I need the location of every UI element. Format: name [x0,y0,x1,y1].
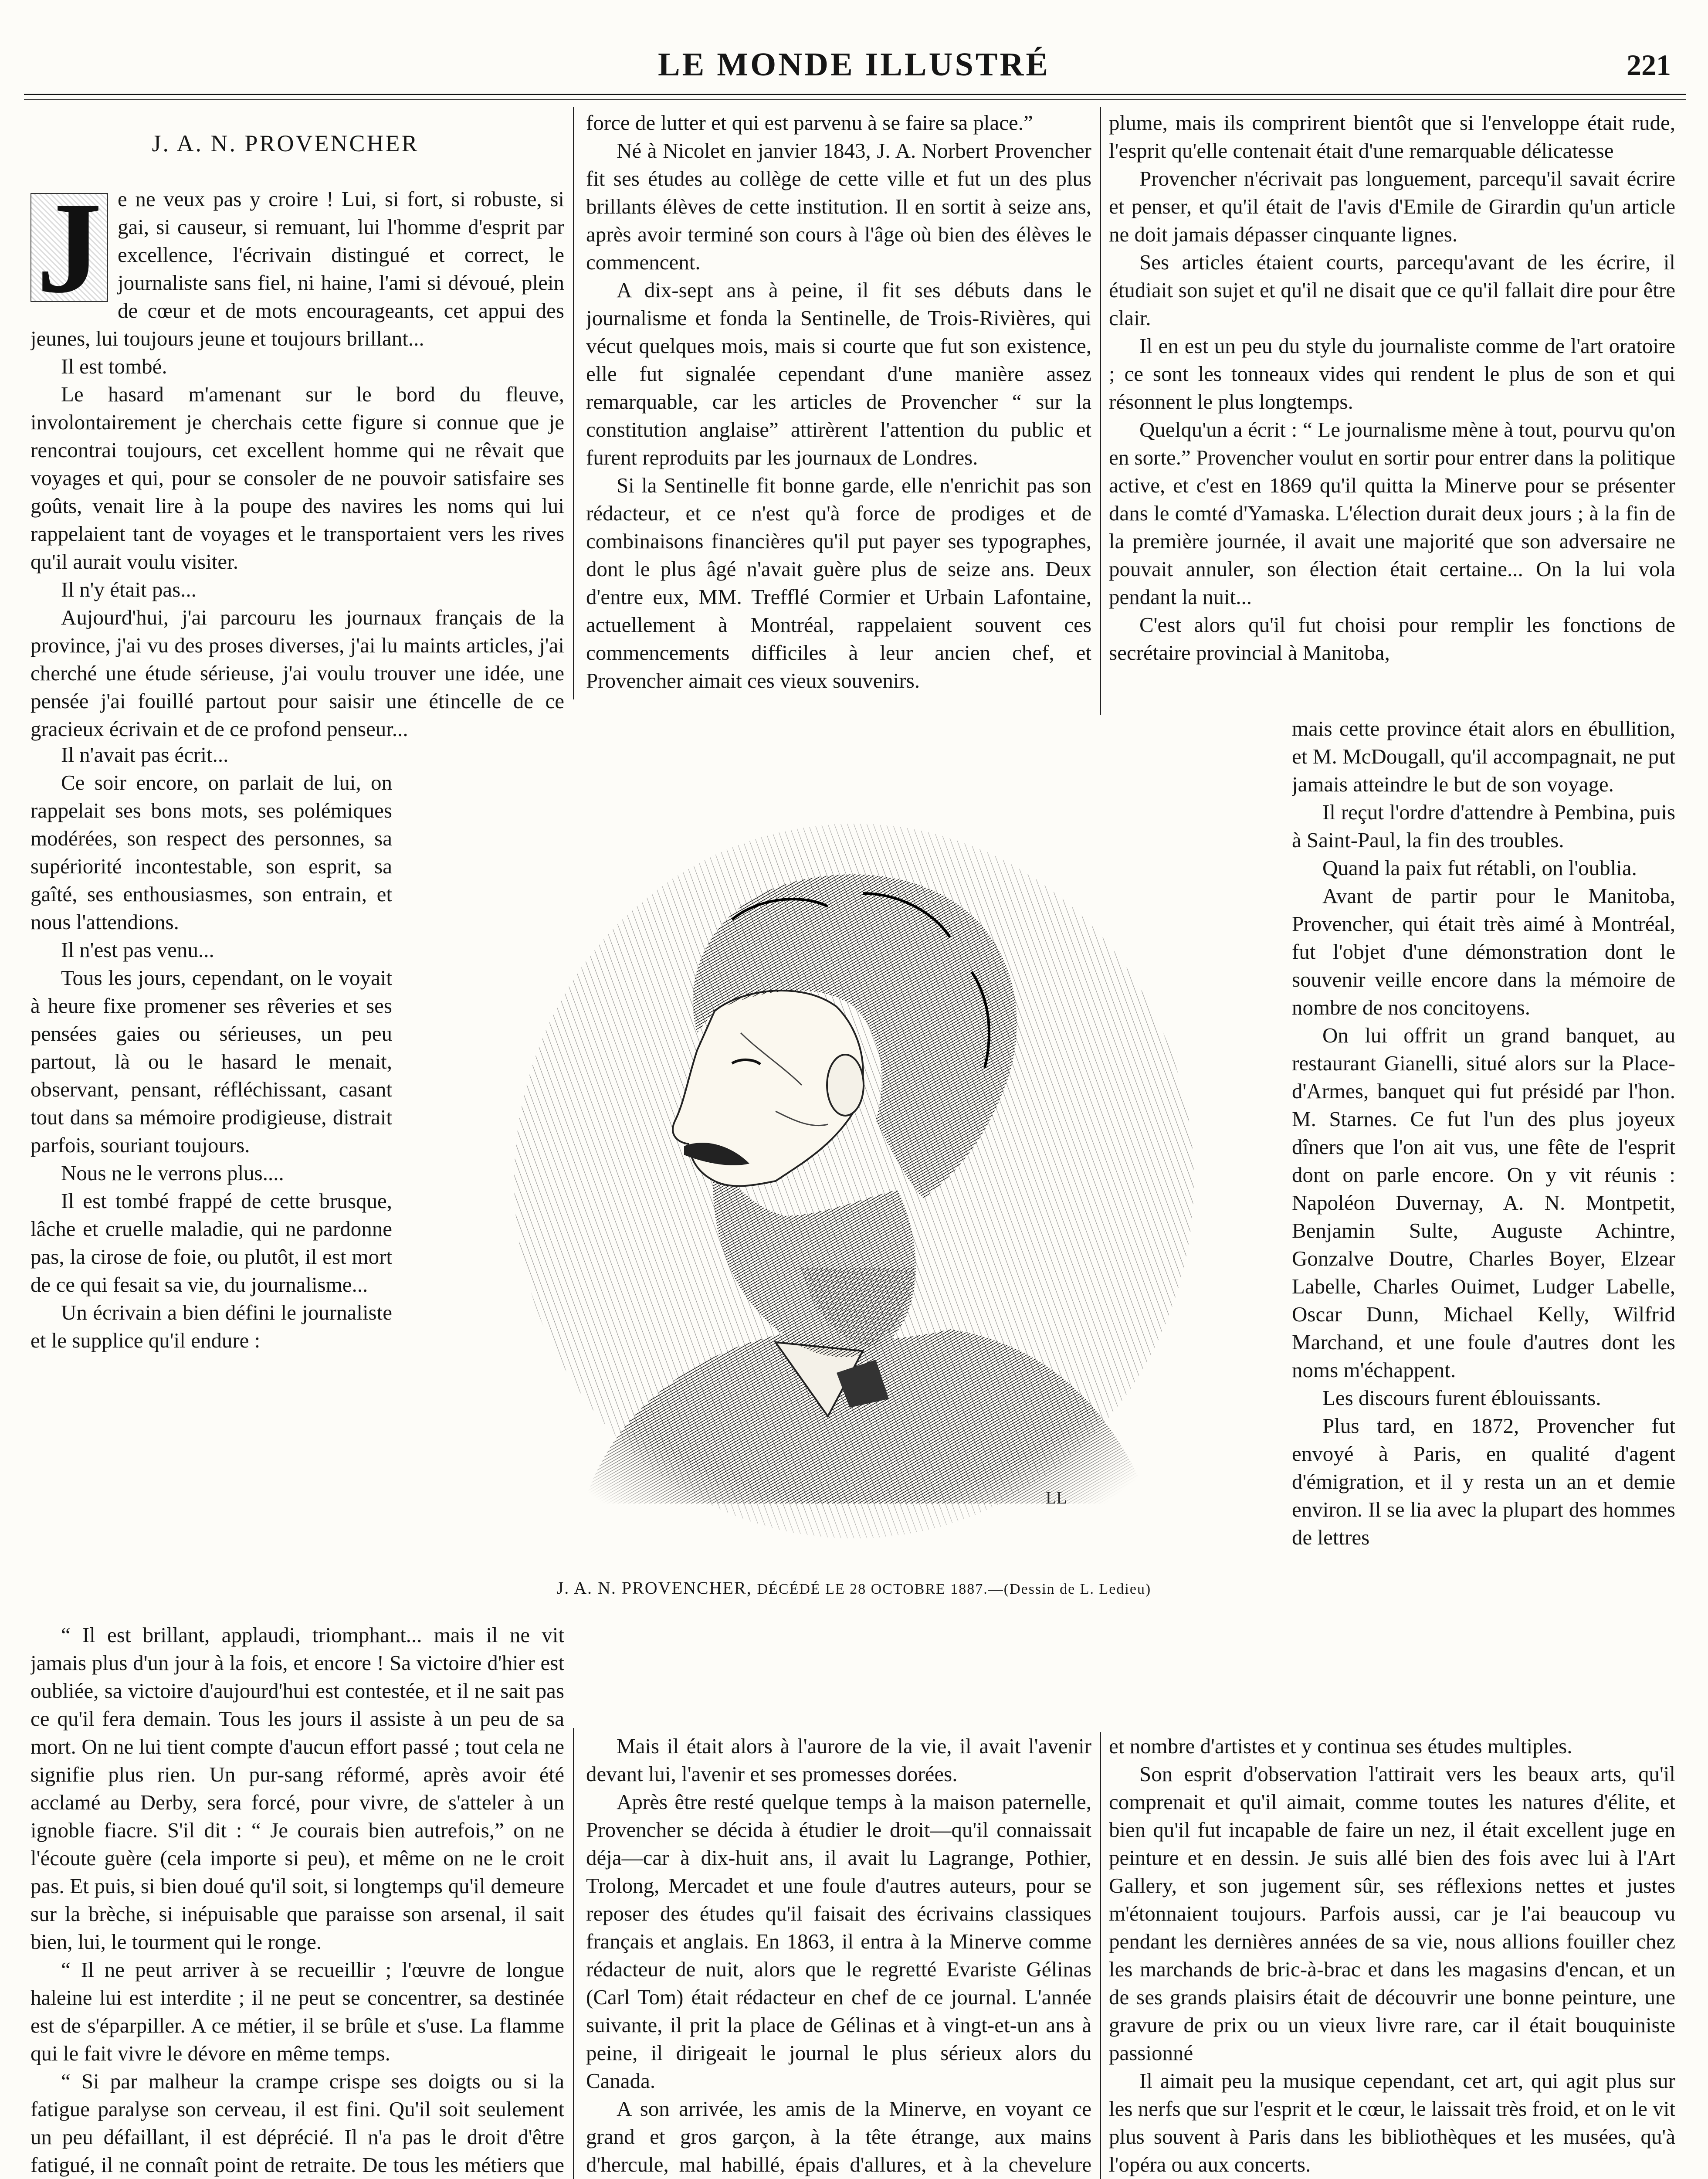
column-1-narrow [30,741,392,1621]
paragraph: Il n'y était pas... [61,577,197,601]
paragraph: Mais il était alors à l'aurore de la vie, il avait l'avenir devant lui, l'avenir et ses promesses dorées. [586,1734,1091,1786]
illustration-caption [471,1578,1237,1598]
caption-date: DÉCÉDÉ LE 28 OCTOBRE 1887. [757,1581,988,1597]
paragraph: Tous les jours, cependant, on le voyait à heure fixe promener ses rêveries et ses pensées gaies ou sérieuses, un peu partout, là ou le hasard le menait, observant, pensant, réfléchissant, casant tout dans sa mémoire prodigieuse, distrait parfois, souriant toujours. [30,966,392,1157]
caption-credit: —(Dessin de L. Ledieu) [988,1581,1152,1597]
column-rule-right-top [1100,107,1101,715]
opening-paragraph: J e ne veux pas y croire ! Lui, si fort, si robuste, si gai, si causeur, si remuant, lui l'homme d'esprit par excellence, l'écrivain distingué et correct, le journaliste sans fiel, ni haine, l'ami si dévoué, plein de cœur et de mots encourageants, cet appui des jeunes, lui toujours jeune et toujours brillant... [30,185,564,350]
paragraph: On lui offrit un grand banquet, au restaurant Gianelli, situé alors sur la Place-d'Armes, banquet qui fut présidé par l'hon. M. Starnes. Ce fut l'un des plus joyeux dîners que l'on ait vus, une fête de l'esprit dont on parle encore. On y vit réunis : Napoléon Duvernay, A. N. Montpetit, Benjamin Sulte, Auguste Achintre, Gonzalve Doutre, Charles Boyer, Elzear Labelle, Charles Ouimet, Ludger Labelle, Oscar Dunn, Michael Kelly, Wilfrid Marchand, et une foule d'autres dont les noms m'échappent. [1292,1023,1675,1382]
column-rule-left-top [573,107,574,699]
caption-name: J. A. N. PROVENCHER, [556,1578,752,1598]
paragraph: Quand la paix fut rétabli, on l'oublia. [1322,856,1637,880]
paragraph: Il en est un peu du style du journaliste comme de l'art oratoire ; ce sont les tonneaux vides qui rendent le plus de son et qui résonnent le plus longtemps. [1109,334,1675,414]
paragraph: mais cette province était alors en ébullition, et M. McDougall, qu'il accompagnait, ne put jamais atteindre le but de son voyage. [1292,716,1675,796]
paragraph: Un écrivain a bien défini le journaliste et le supplice qu'il endure : [30,1300,392,1352]
column-rule-left-bottom [573,1728,574,2179]
paragraph: Ses articles étaient courts, parcequ'avant de les écrire, il étudiait son sujet et qu'il ne disait que ce qu'il fallait dire pour être clair. [1109,250,1675,330]
article-title: J. A. N. PROVENCHER [152,130,419,156]
portrait-engraving [471,806,1237,1547]
paragraph: plume, mais ils comprirent bientôt que si l'enveloppe était rude, l'esprit qu'elle contenait était d'une remarquable délicatesse [1109,111,1675,163]
drop-cap: J [30,193,108,302]
paragraph: “ Si par malheur la crampe crispe ses doigts ou si la fatigue paralyse son cerveau, il est fini. Qu'il soit seulement un peu défaillant, il est déprécié. Il n'a pas le droit d'être fatigué, il ne connaît point de retraite. De tous les métiers que [30,2069,564,2177]
paragraph: A dix-sept ans à peine, il fit ses débuts dans le journalisme et fonda la Sentinelle, de Trois-Rivières, qui vécut quelques mois, mais si courte que fut son existence, elle fut signalée cependant d'une manière assez remarquable, car les articles de Provencher “ sur la constitution anglaise” attirèrent l'attention du public et furent reproduits par les journaux de Londres. [586,278,1091,469]
paragraph: “ Il est brillant, applaudi, triomphant... mais il ne vit jamais plus d'un jour à la fois, et encore ! Sa victoire d'hier est oubliée, sa victoire d'aujourd'hui est contestée, et il ne sait pas ce qu'il fera demain. Tous les jours il assiste à un peu de sa mort. On ne lui tient compte d'aucun effort passé ; tout cela ne signifie plus rien. Un pur-sang réformé, après avoir été acclamé au Derby, sera forcé, pour vivre, de s'atteler à un ignoble fiacre. S'il dit : “ Je courais bien autrefois,” on ne l'écoute guère (cela importe si peu), et même on ne le croit pas. Et puis, si bien doué qu'il soit, si longtemps qu'il demeure sur la brèche, si inépuisable que paraisse son arsenal, il sait bien, lui, le tourment qui le ronge. [30,1623,564,1954]
paragraph: Aujourd'hui, j'ai parcouru les journaux français de la province, j'ai vu des proses diverses, j'ai lu maints articles, j'ai cherché une étude sérieuse, j'ai voulu trouver une idée, une pensée j'ai fouillé partout pour saisir une étincelle de ce gracieux écrivain et de ce profond penseur... [30,605,564,741]
paragraph: Il aimait peu la musique cependant, cet art, qui agit plus sur les nerfs que sur l'esprit et le cœur, le laissait très froid, et on le vit plus souvent à Paris dans les bibliothèques et les musées, qu'à l'opéra ou aux concerts. [1109,2069,1675,2176]
paragraph: C'est alors qu'il fut choisi pour remplir les fonctions de secrétaire provincial à Manitoba, [1109,613,1675,665]
header-rule [24,94,1686,95]
paragraph: Il est tombé. [61,354,167,378]
paragraph: Nous ne le verrons plus.... [61,1161,284,1185]
column-2-top [586,109,1091,702]
paragraph: Né à Nicolet en janvier 1843, J. A. Norbert Provencher fit ses études au collège de cette ville et fut un des plus brillants élèves de cette institution. Il en sortit à seize ans, après avoir terminé son cours à l'âge où bien des élèves le commencent. [586,139,1091,274]
header-rule-secondary [24,99,1686,100]
artist-signature: LL [1046,1488,1067,1507]
paragraph: Le hasard m'amenant sur le bord du fleuve, involontairement je cherchais cette figure si connue que je rencontrai toujours, cet excellent homme qui ne rêvait que voyages et qui, pour se consoler de ne pouvoir satisfaire ses goûts, venait lire à la poupe des navires les noms qui lui rappelaient tant de voyages et le transportaient vers les rives qu'il aurait voulu visiter. [30,382,564,574]
paragraph: Plus tard, en 1872, Provencher fut envoyé à Paris, en qualité d'agent d'émigration, et il y resta un an et demie environ. Il se lia avec la plupart des hommes de lettres [1292,1414,1675,1549]
paragraph: Avant de partir pour le Manitoba, Provencher, qui était très aimé à Montréal, fut l'objet d'une démonstration dont le souvenir veille encore dans la mémoire de nombre de nos concitoyens. [1292,884,1675,1019]
column-rule-right-bottom [1100,1732,1101,2179]
paragraph: Après être resté quelque temps à la maison paternelle, Provencher se décida à étudier le droit—qu'il connaissait déja—car à dix-huit ans, il avait lu Lagrange, Pothier, Trolong, Mercadet et une foule d'autres auteurs, pour se reposer des études qu'il faisait des écrivains classiques français et anglais. En 1863, il entra à la Minerve comme rédacteur de nuit, alors que le regretté Evariste Gélinas (Carl Tom) était rédacteur en chef de ce journal. L'année suivante, il prit la place de Gélinas et à vingt-et-un ans à peine, il dirigeait le journal le plus sérieux alors du Canada. [586,1790,1091,2093]
paragraph: Son esprit d'observation l'attirait vers les beaux arts, qu'il comprenait et qu'il aimait, comme toutes les natures d'élite, et bien qu'il fut incapable de faire un nez, il était excellent juge en peinture et en dessin. Je suis allé bien des fois avec lui à l'Art Gallery, et son jugement sûr, ses réflexions nettes et justes m'étonnaient toujours. Parfois aussi, car je l'ai beaucoup vu pendant les dernières années de sa vie, nous allions fouiller chez les marchands de bric-à-brac et dans les magasins d'encan, et un de ses grands plaisirs était de découvrir une bonne peinture, une gravure de prix ou un vieux livre rare, car il était bouquiniste passionné [1109,1762,1675,2065]
column-3-bottom [1109,1732,1675,2179]
running-title: LE MONDE ILLUSTRÉ [657,46,1051,83]
column-1 [30,185,564,752]
paragraph: et nombre d'artistes et y continua ses études multiples. [1109,1734,1572,1758]
column-2-bottom [586,1732,1091,2179]
paragraph: Quelqu'un a écrit : “ Le journalisme mène à tout, pourvu qu'on en sorte.” Provencher voulut en sortir pour entrer dans la politique active, et c'est en 1869 qu'il quitta la Minerve pour se présenter dans le comté d'Yamaska. L'élection durait deux jours ; à la fin de la première journée, il avait une majorité que son adversaire ne pouvait annuler, son élection était certaine... On la lui vola pendant la nuit... [1109,417,1675,609]
paragraph: Si la Sentinelle fit bonne garde, elle n'enrichit pas son rédacteur, et ce n'est qu'à force de prodiges et de combinaisons financières qu'il put payer ses typographes, dont le plus âgé n'avait guère plus de seize ans. Deux d'entre eux, MM. Trefflé Cormier et Urbain Lafontaine, actuellement à Montréal, rappelaient souvent ces commencements difficiles à leur ancien chef, et Provencher aimait ces vieux souvenirs. [586,473,1091,692]
column-3-top [1109,109,1675,715]
paragraph: Il reçut l'ordre d'attendre à Pembina, puis à Saint-Paul, la fin des troubles. [1292,800,1675,852]
paragraph: Il n'est pas venu... [61,938,214,962]
column-1-bottom [30,1621,564,2179]
paragraph: Il est tombé frappé de cette brusque, lâche et cruelle maladie, qui ne pardonne pas, la cirose de foie, ou plutôt, il est mort de ce qui fesait sa vie, du journalisme... [30,1189,392,1297]
paragraph: Il n'avait pas écrit... [61,743,229,767]
column-3-narrow [1292,715,1675,1730]
page-number: 221 [1627,48,1671,81]
paragraph: “ Il ne peut arriver à se recueillir ; l'œuvre de longue haleine lui est interdite ; il ne peut se concentrer, sa destinée est de s'éparpiller. A ce métier, il se brûle et s'use. La flamme qui le fait vivre le dévore en même temps. [30,1958,564,2065]
paragraph: Provencher n'écrivait pas longuement, parcequ'il savait écrire et penser, et qu'il était de l'avis d'Emile de Girardin qu'un article ne doit jamais dépasser cinquante lignes. [1109,166,1675,246]
paragraph: Les discours furent éblouissants. [1322,1386,1601,1410]
paragraph: force de lutter et qui est parvenu à se faire sa place.” [586,111,1033,135]
paragraph: A son arrivée, les amis de la Minerve, en voyant ce grand et gros garçon, à la tête étrange, aux mains d'hercule, mal habillé, épais d'allures, et à la chevelure [586,2097,1091,2176]
paragraph: Ce soir encore, on parlait de lui, on rappelait ses bons mots, ses polémiques modérées, son respect des personnes, sa supériorité incontestable, son esprit, sa gaîté, ses enthousiasmes, son entrain, et nous l'attendions. [30,770,392,934]
